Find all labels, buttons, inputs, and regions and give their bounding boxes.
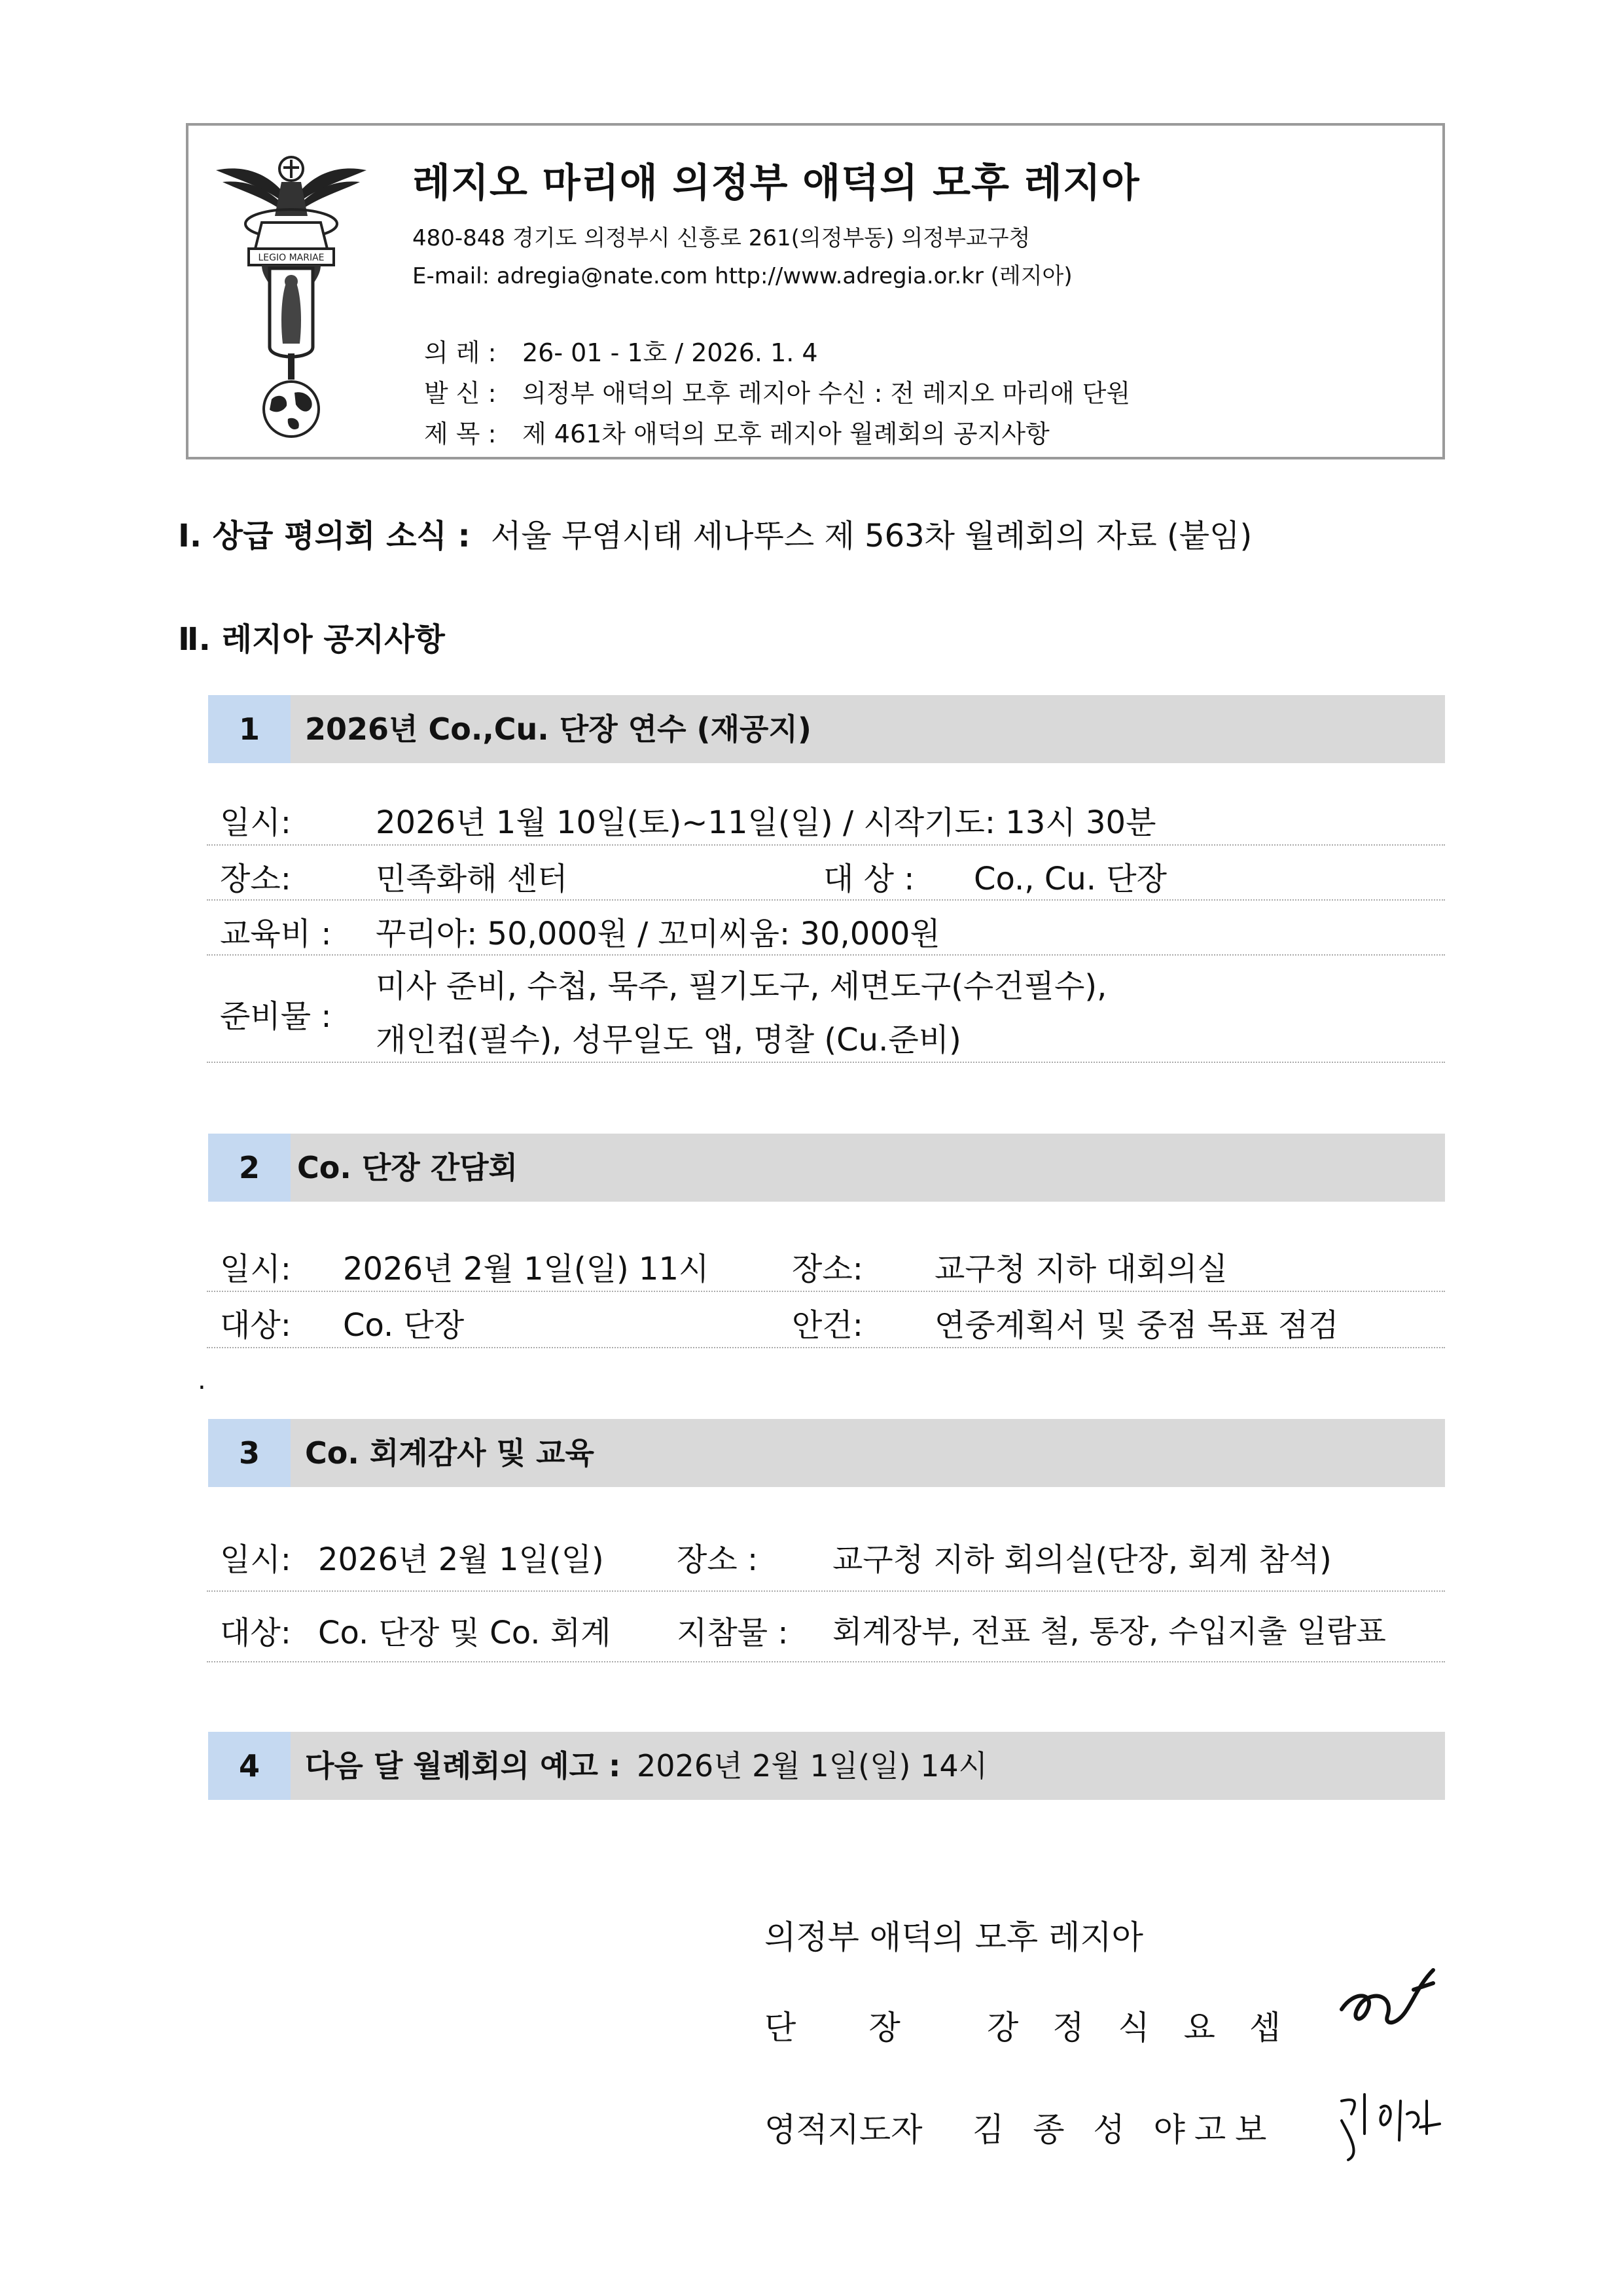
legio-mariae-emblem-icon <box>209 151 373 439</box>
meta-value: 제 461차 애덕의 모후 레지아 월례회의 공지사항 <box>522 420 1050 448</box>
meta-value: 26- 01 - 1호 / 2026. 1. 4 <box>522 338 818 367</box>
item-3-value-bring: 회계장부, 전표 철, 통장, 수입지출 일람표 <box>832 1614 1386 1650</box>
section-1-text: 서울 무염시태 세나뚜스 제 563차 월례회의 자료 (붙임) <box>490 518 1253 554</box>
signature-leader-title: 단 장 <box>764 2009 901 2047</box>
divider <box>207 844 1445 846</box>
item-4-bar <box>208 1732 1445 1800</box>
item-4-title-wrap <box>305 1732 988 1800</box>
divider <box>207 1590 1445 1592</box>
item-4-title: 다음 달 월례회의 예고 : <box>305 1748 621 1784</box>
item-3-title-wrap <box>305 1419 594 1487</box>
organization-name: 레지오 마리애 의정부 애덕의 모후 레지아 <box>412 160 1140 206</box>
meta-row-subject <box>424 414 1050 450</box>
item-1-label-fee: 교육비 : <box>220 916 332 952</box>
item-2-bar <box>208 1134 1445 1202</box>
item-4-number: 4 <box>208 1732 291 1800</box>
svg-text:LEGIO MARIAE: LEGIO MARIAE <box>258 253 325 263</box>
signature-leader-name: 강 정 식 요 셉 <box>987 2009 1293 2047</box>
meta-key: 의 레 : <box>424 338 497 367</box>
item-2-value-target: Co. 단장 <box>343 1307 465 1344</box>
section-1 <box>178 511 1252 556</box>
item-1-number: 1 <box>208 695 291 763</box>
item-3-bar <box>208 1419 1445 1487</box>
item-3-label-place: 장소 : <box>677 1541 758 1578</box>
meta-row-doc-number <box>424 332 818 368</box>
signature-director-title: 영적지도자 <box>764 2111 923 2149</box>
item-1-title-wrap <box>305 695 812 763</box>
item-3-number: 3 <box>208 1419 291 1487</box>
section-2-heading <box>178 614 445 659</box>
item-2-number: 2 <box>208 1134 291 1202</box>
item-1-value-date: 2026년 1월 10일(토)~11일(일) / 시작기도: 13시 30분 <box>376 804 1156 841</box>
divider <box>207 899 1445 901</box>
meta-key: 발 신 : <box>424 379 497 408</box>
item-2-title: Co. 단장 간담회 <box>297 1150 518 1185</box>
divider <box>207 1291 1445 1292</box>
section-2-heading-text: Ⅱ. 레지아 공지사항 <box>178 621 445 658</box>
item-1-title: 2026년 Co.,Cu. 단장 연수 (재공지) <box>305 711 812 747</box>
item-1-value-place: 민족화해 센터 <box>376 861 568 897</box>
item-1-bar <box>208 695 1445 763</box>
divider <box>207 954 1445 956</box>
item-2-label-place: 장소: <box>792 1251 863 1287</box>
item-1-label-place: 장소: <box>220 861 291 897</box>
meta-key: 제 목 : <box>424 420 497 448</box>
item-2-value-agenda: 연중계획서 및 중점 목표 점검 <box>935 1307 1339 1344</box>
address-line: 480-848 경기도 의정부시 신흥로 261(의정부동) 의정부교구청 <box>412 225 1031 251</box>
item-1-value-supplies-line2: 개인컵(필수), 성무일도 앱, 명찰 (Cu.준비) <box>376 1022 961 1058</box>
item-3-title: Co. 회계감사 및 교육 <box>305 1435 594 1471</box>
item-4-value: 2026년 2월 1일(일) 14시 <box>637 1748 988 1784</box>
meta-row-sender <box>424 373 1130 409</box>
meta-value: 의정부 애덕의 모후 레지아 수신 : 전 레지오 마리애 단원 <box>522 379 1131 408</box>
item-3-label-bring: 지참물 : <box>677 1615 789 1651</box>
director-signature-icon <box>1329 2081 1446 2166</box>
item-2-label-agenda: 안건: <box>792 1307 863 1344</box>
item-1-label-target: 대 상 : <box>823 861 915 897</box>
item-2-title-wrap <box>297 1134 518 1202</box>
item-3-value-date: 2026년 2월 1일(일) <box>318 1541 604 1578</box>
item-3-label-target: 대상: <box>220 1615 291 1651</box>
item-3-label-date: 일시: <box>220 1541 291 1578</box>
divider <box>207 1062 1445 1063</box>
item-3-value-target: Co. 단장 및 Co. 회계 <box>318 1615 611 1651</box>
item-2-label-date: 일시: <box>220 1251 291 1287</box>
leader-signature-icon <box>1335 1964 1440 2042</box>
item-1-value-supplies: 미사 준비, 수첩, 묵주, 필기도구, 세면도구(수건필수), <box>376 968 1107 1005</box>
item-2-label-target: 대상: <box>220 1307 291 1344</box>
item-2-value-date: 2026년 2월 1일(일) 11시 <box>343 1251 709 1287</box>
item-1-label-date: 일시: <box>220 804 291 841</box>
divider <box>207 1347 1445 1348</box>
item-3-value-place: 교구청 지하 회의실(단장, 회계 참석) <box>832 1541 1332 1578</box>
item-1-value-fee: 꾸리아: 50,000원 / 꼬미씨움: 30,000원 <box>376 916 940 952</box>
item-1-label-supplies: 준비물 : <box>220 998 332 1035</box>
contact-line: E-mail: adregia@nate.com http://www.adregia.or.kr (레지아) <box>412 263 1073 289</box>
divider <box>207 1661 1445 1662</box>
item-1-value-target: Co., Cu. 단장 <box>974 861 1168 897</box>
signature-director-name: 김 종 성 야고보 <box>972 2111 1276 2149</box>
signature-org: 의정부 애덕의 모후 레지아 <box>764 1918 1143 1956</box>
stray-mark: . <box>198 1365 206 1395</box>
item-2-value-place: 교구청 지하 대회의실 <box>935 1251 1228 1287</box>
section-1-heading: Ⅰ. 상급 평의회 소식 : <box>178 518 471 554</box>
